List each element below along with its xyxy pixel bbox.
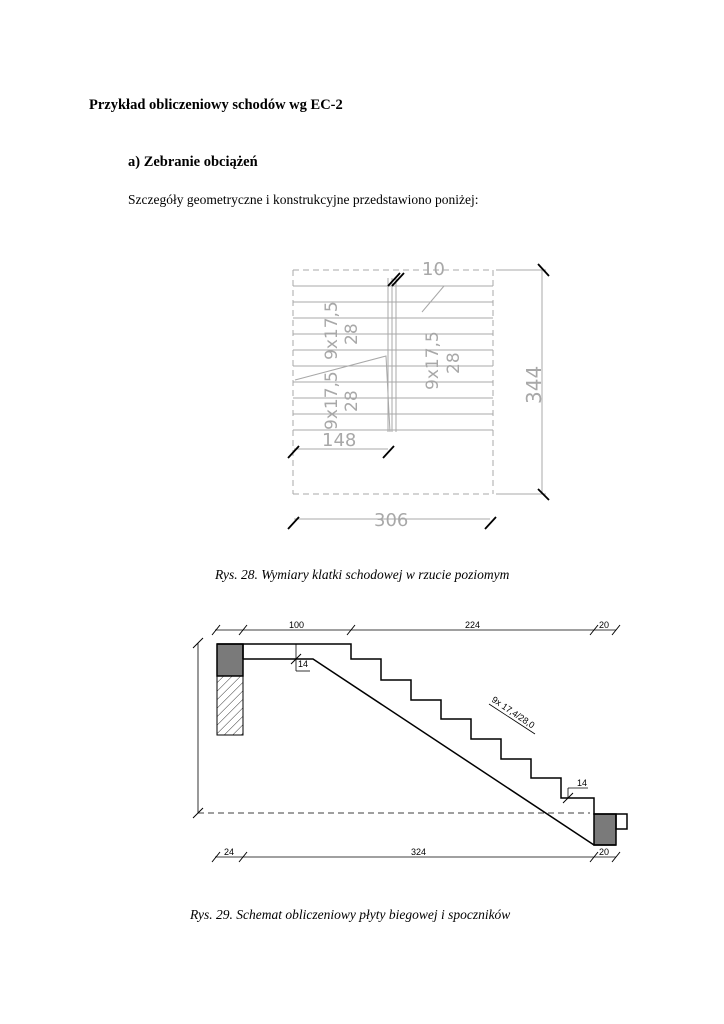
fig2-dim-14-lower: 14 bbox=[577, 778, 588, 788]
fig1-label-height: 344 bbox=[522, 365, 546, 404]
intro-paragraph: Szczegóły geometryczne i konstrukcyjne przedstawiono poniżej: bbox=[128, 192, 479, 207]
section-heading: a) Zebranie obciążeń bbox=[128, 154, 258, 170]
figure-2-caption: Rys. 29. Schemat obliczeniowy płyty biegowej i spoczników bbox=[190, 907, 511, 922]
fig2-dim-20-top: 20 bbox=[599, 620, 610, 630]
fig1-label-tread-left-lower: 28 bbox=[342, 390, 362, 412]
fig1-label-10: 10 bbox=[422, 259, 445, 280]
fig2-dim-14-upper: 14 bbox=[298, 659, 309, 669]
fig2-steps-label: 9x 17,4/28,0 bbox=[489, 694, 537, 731]
fig2-dim-24: 24 bbox=[224, 847, 235, 857]
fig2-dim-100: 100 bbox=[289, 620, 305, 630]
figure-1-caption: Rys. 28. Wymiary klatki schodowej w rzucie poziomym bbox=[215, 567, 510, 582]
fig2-dim-324: 324 bbox=[411, 847, 427, 857]
fig1-label-landing-width: 148 bbox=[322, 430, 357, 451]
page-title: Przykład obliczeniowy schodów wg EC-2 bbox=[89, 97, 343, 113]
fig1-label-tread-left-upper: 28 bbox=[342, 323, 362, 345]
fig1-label-total-width: 306 bbox=[374, 510, 409, 531]
fig1-label-tread-right: 28 bbox=[444, 352, 464, 374]
fig1-label-flight-left-upper: 9x17,5 bbox=[322, 301, 342, 360]
fig1-label-flight-left-lower: 9x17,5 bbox=[322, 371, 342, 430]
fig2-dim-224: 224 bbox=[465, 620, 481, 630]
fig2-dim-20-bottom: 20 bbox=[599, 847, 610, 857]
fig1-label-flight-right: 9x17,5 bbox=[423, 331, 443, 390]
